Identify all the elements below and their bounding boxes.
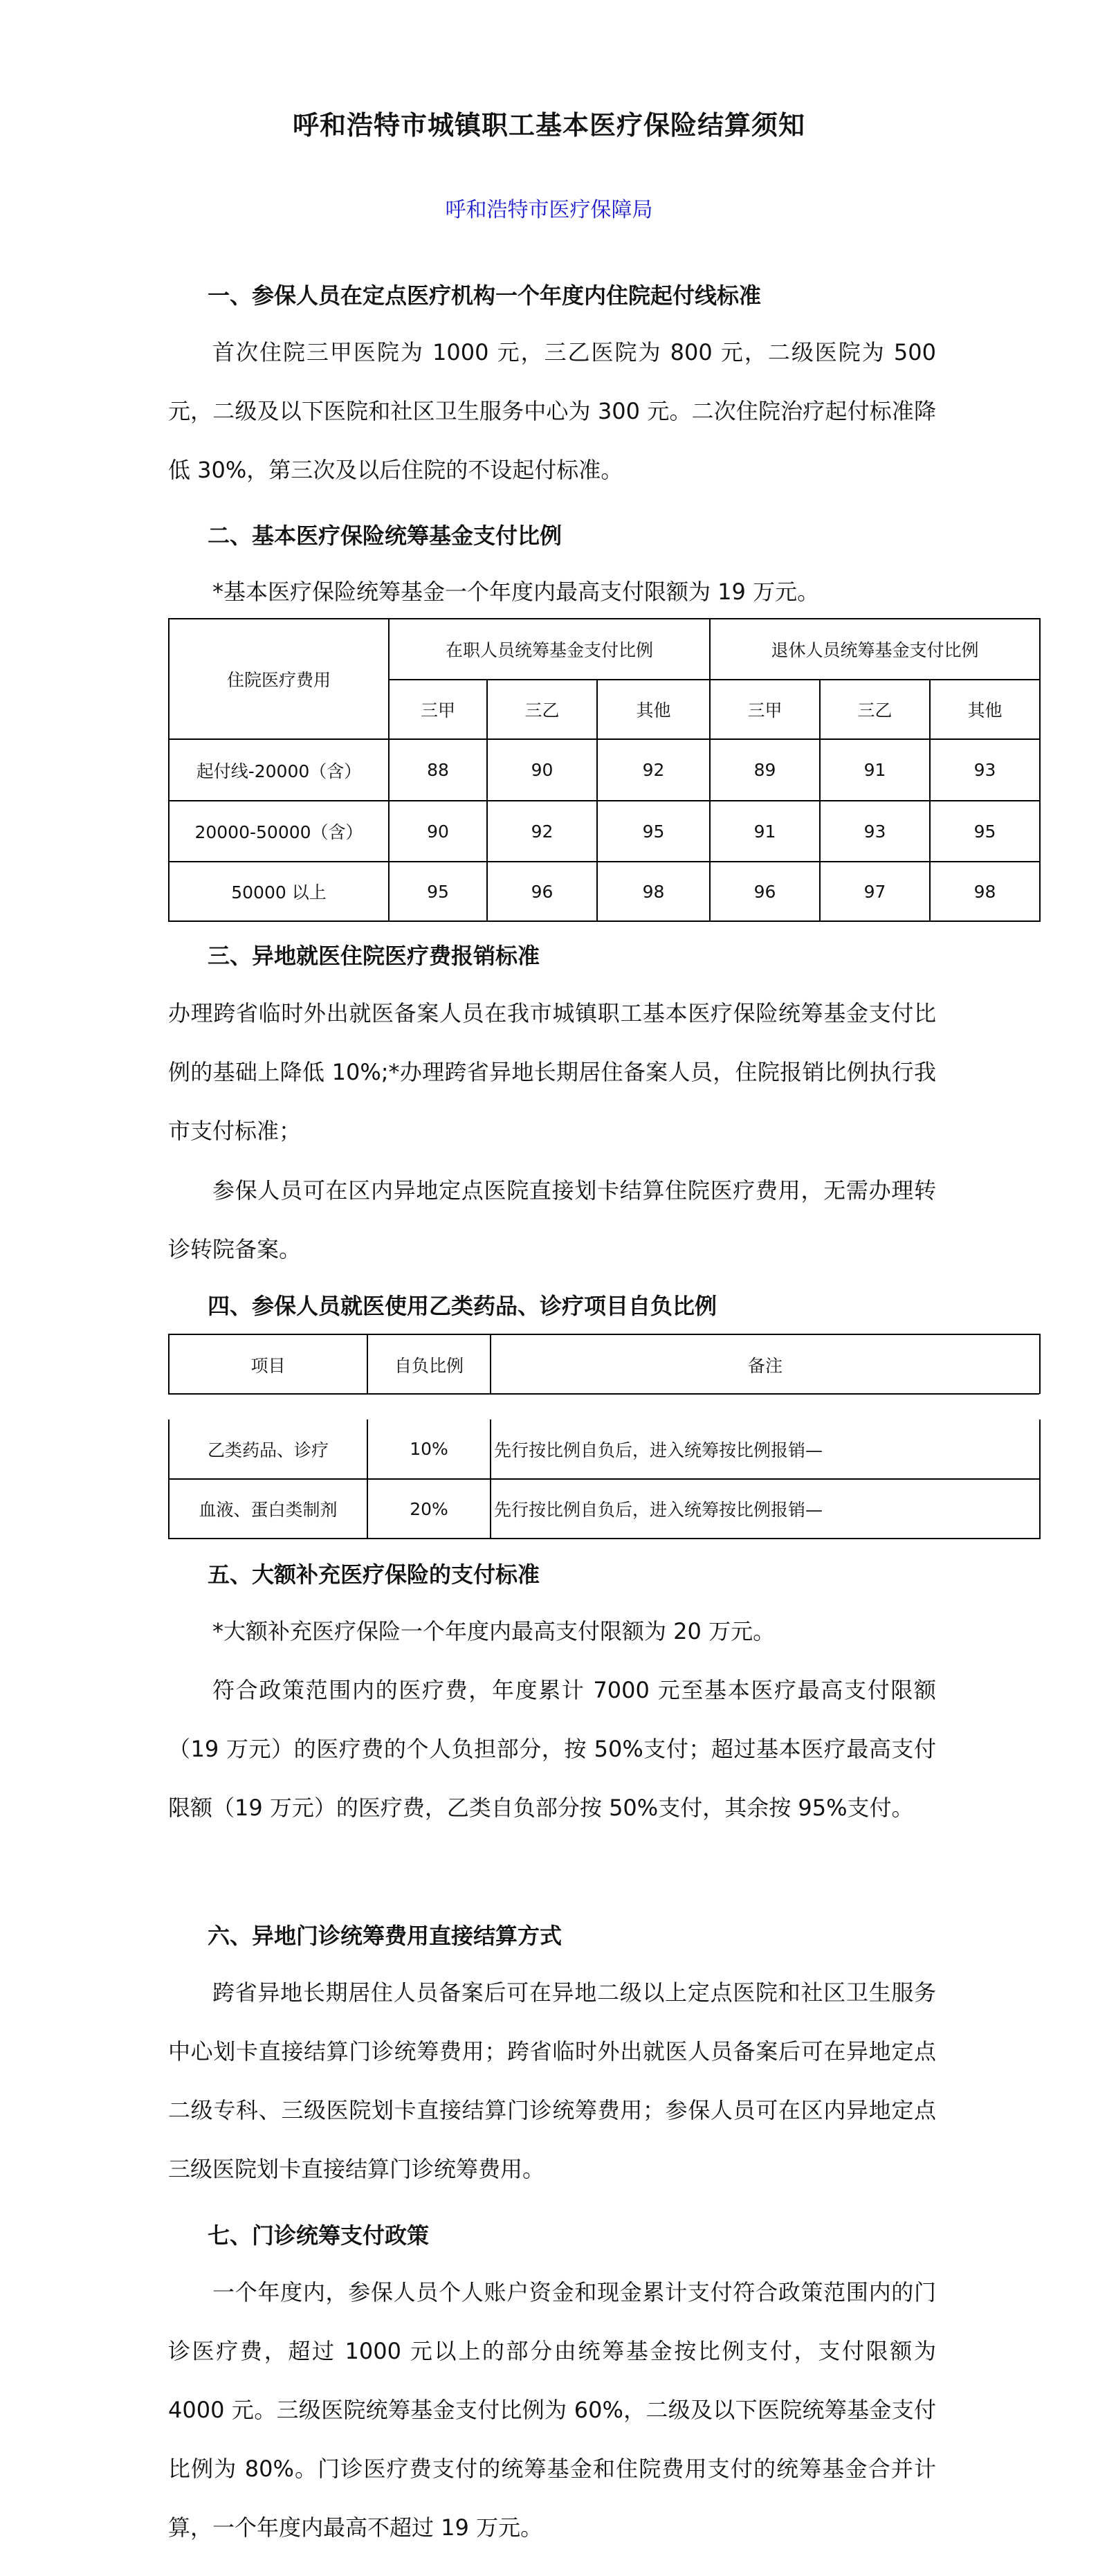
section-6-heading: 六、异地门诊统筹费用直接结算方式	[208, 1923, 562, 1949]
table-header-note: 备注	[491, 1334, 1040, 1394]
table-cell-ratio: 20%	[367, 1479, 491, 1539]
table-header-retired: 退休人员统筹基金支付比例	[710, 619, 1040, 680]
table-cell-note: 先行按比例自负后，进入统筹按比例报销—	[491, 1479, 1040, 1539]
table-subheader: 三甲	[710, 680, 820, 739]
table-header-item: 项目	[169, 1334, 367, 1394]
table-cell: 91	[820, 739, 930, 801]
table-cell: 98	[930, 862, 1040, 921]
section-6-paragraph: 跨省异地长期居住人员备案后可在异地二级以上定点医院和社区卫生服务中心划卡直接结算门诊统筹费用；跨省临时外出就医人员备案后可在异地定点二级专科、三级医院划卡直接结算门诊统筹费用；参保人员可在区内异地定点三级医院划卡直接结算门诊统筹费用。	[168, 1979, 936, 2182]
section-3-heading: 三、异地就医住院医疗费报销标准	[208, 943, 540, 969]
table-cell-item: 乙类药品、诊疗	[169, 1419, 367, 1479]
section-3-paragraph-2: 参保人员可在区内异地定点医院直接划卡结算住院医疗费用，无需办理转诊转院备案。	[168, 1177, 936, 1262]
table-row-label: 起付线-20000（含）	[169, 739, 389, 801]
table-cell: 95	[597, 801, 710, 862]
table-cell: 89	[710, 739, 820, 801]
section-5-paragraph-2: 符合政策范围内的医疗费，年度累计 7000 元至基本医疗最高支付限额（19 万元）的医疗费的个人负担部分，按 50%支付；超过基本医疗最高支付限额（19 万元）的医疗费，乙类自负部分按 50%支付，其余按 95%支付。	[168, 1677, 936, 1821]
table-row-label: 20000-50000（含）	[169, 801, 389, 862]
table-cell-note: 先行按比例自负后，进入统筹按比例报销—	[491, 1419, 1040, 1479]
table-header-fee-range: 住院医疗费用	[169, 619, 389, 739]
table-cell: 96	[487, 862, 597, 921]
table-cell: 91	[710, 801, 820, 862]
table-cell: 95	[930, 801, 1040, 862]
table-cell-ratio: 10%	[367, 1419, 491, 1479]
table-cell: 90	[389, 801, 487, 862]
document-title: 呼和浩特市城镇职工基本医疗保险结算须知	[292, 110, 805, 140]
table-cell: 88	[389, 739, 487, 801]
section-1-heading: 一、参保人员在定点医疗机构一个年度内住院起付线标准	[208, 282, 762, 309]
table-cell: 93	[820, 801, 930, 862]
section-2-paragraph: *基本医疗保险统筹基金一个年度内最高支付限额为 19 万元。	[212, 579, 820, 605]
document-issuer: 呼和浩特市医疗保障局	[445, 198, 653, 222]
section-7-heading: 七、门诊统筹支付政策	[208, 2222, 430, 2249]
table-row	[169, 801, 1040, 862]
table-subheader: 三乙	[820, 680, 930, 739]
table-cell: 93	[930, 739, 1040, 801]
table-subheader: 三甲	[389, 680, 487, 739]
table-cell: 97	[820, 862, 930, 921]
section-5-heading: 五、大额补充医疗保险的支付标准	[208, 1561, 540, 1588]
table-subheader: 其他	[930, 680, 1040, 739]
reimbursement-ratio-table	[168, 618, 1041, 922]
table-row-label: 50000 以上	[169, 862, 389, 921]
table-header-ratio: 自负比例	[367, 1334, 491, 1394]
table-cell: 96	[710, 862, 820, 921]
table-header-employed: 在职人员统筹基金支付比例	[389, 619, 710, 680]
section-1-paragraph: 首次住院三甲医院为 1000 元，三乙医院为 800 元，二级医院为 500 元，二级及以下医院和社区卫生服务中心为 300 元。二次住院治疗起付标准降低 30%，第三次及以后住院的不设起付标准。	[168, 339, 936, 483]
table-cell: 92	[487, 801, 597, 862]
table-cell: 95	[389, 862, 487, 921]
section-2-heading: 二、基本医疗保险统筹基金支付比例	[208, 523, 562, 549]
table-cell: 90	[487, 739, 597, 801]
table-row	[169, 1419, 1040, 1479]
table-row	[169, 1479, 1040, 1539]
section-3-paragraph-1: 办理跨省临时外出就医备案人员在我市城镇职工基本医疗保险统筹基金支付比例的基础上降低 10%;*办理跨省异地长期居住备案人员，住院报销比例执行我市支付标准；	[168, 1000, 936, 1144]
table-subheader: 其他	[597, 680, 710, 739]
table-cell: 98	[597, 862, 710, 921]
self-pay-table	[168, 1419, 1041, 1539]
section-4-heading: 四、参保人员就医使用乙类药品、诊疗项目自负比例	[208, 1293, 717, 1319]
self-pay-table-header	[168, 1334, 1041, 1394]
table-row	[169, 862, 1040, 921]
table-cell-item: 血液、蛋白类制剂	[169, 1479, 367, 1539]
table-row	[169, 739, 1040, 801]
section-5-paragraph-1: *大额补充医疗保险一个年度内最高支付限额为 20 万元。	[212, 1618, 776, 1644]
table-cell: 92	[597, 739, 710, 801]
table-divider	[168, 1393, 1039, 1395]
table-subheader: 三乙	[487, 680, 597, 739]
section-7-paragraph: 一个年度内，参保人员个人账户资金和现金累计支付符合政策范围内的门诊医疗费，超过 1000 元以上的部分由统筹基金按比例支付，支付限额为 4000 元。三级医院统筹基金支付比例为 60%，二级及以下医院统筹基金支付比例为 80%。门诊医疗费支付的统筹基金和住院费用支付的统筹基金合并计算，一个年度内最高不超过 19 万元。	[168, 2279, 936, 2541]
